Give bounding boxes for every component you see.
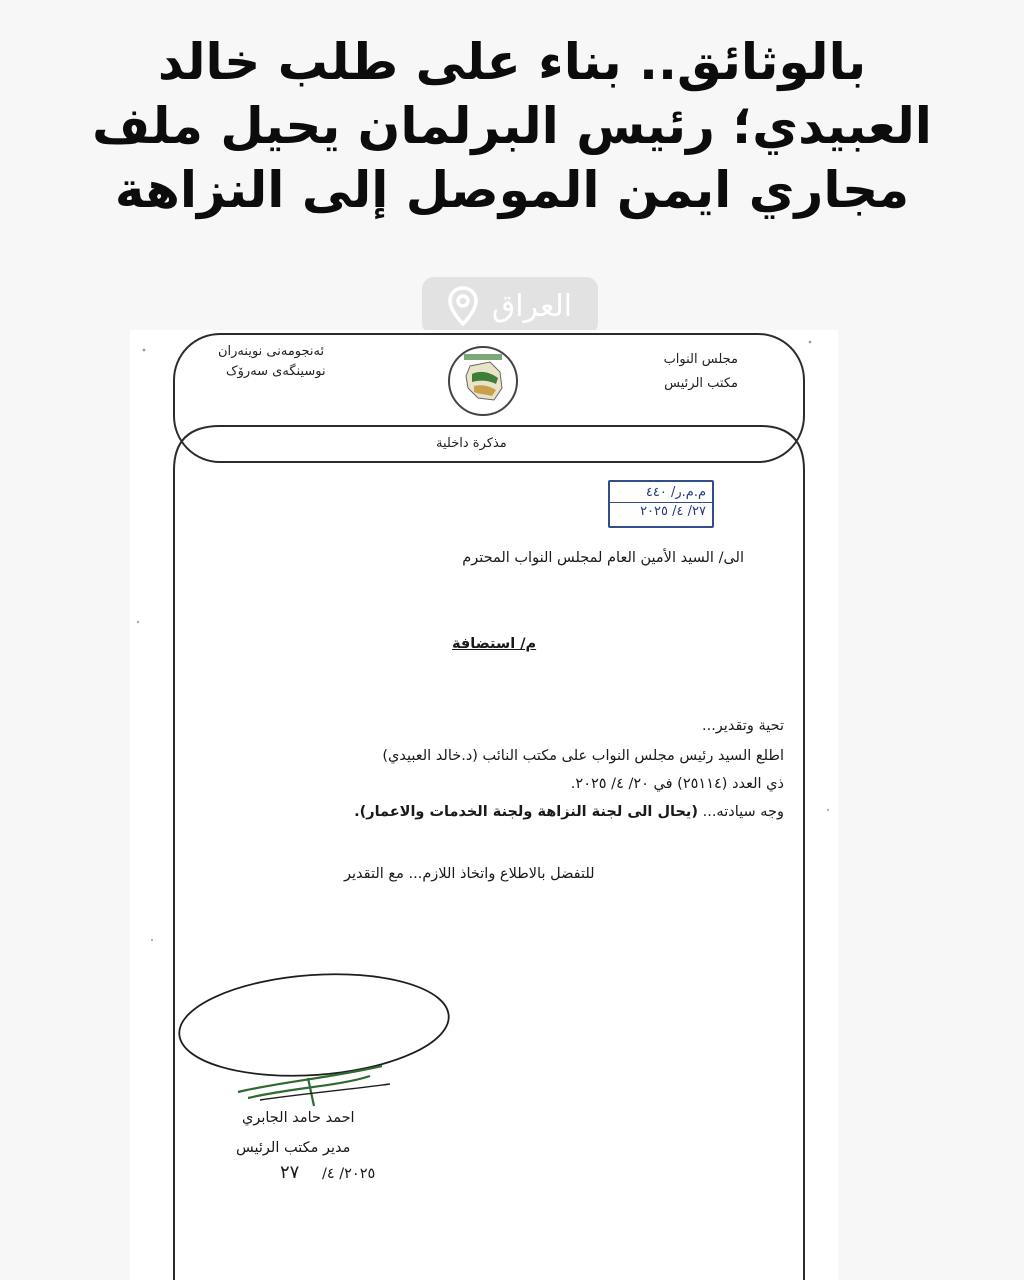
reference-divider: [610, 502, 712, 503]
subject: م/ استضافة: [452, 636, 537, 652]
body-line-3-prefix: وجه سيادته...: [702, 804, 784, 820]
org-kurdish-line-2: نوسینگەی سەرۆک: [226, 364, 326, 379]
headline-line-1: بالوثائق.. بناء على طلب خالد: [157, 33, 867, 91]
headline: [0, 30, 1024, 222]
memo-type-label: مذكرة داخلية: [436, 436, 507, 451]
signature-date-rest: ٢٠٢٥/ ٤/: [321, 1166, 376, 1182]
body-line-2: ذي العدد (٢٥١١٤) في ٢٠/ ٤/ ٢٠٢٥.: [570, 776, 784, 792]
signature-loop: [176, 966, 452, 1085]
addressee: الى/ السيد الأمين العام لمجلس النواب المحترم: [462, 550, 744, 566]
reference-number: م.م.ر/ ٤٤٠: [645, 485, 706, 500]
location-watermark: [422, 277, 598, 335]
headline-line-2: العبيدي؛ رئيس البرلمان يحيل ملف: [92, 97, 932, 155]
signature-stroke: [238, 1066, 382, 1106]
watermark-label: العراق: [491, 288, 573, 324]
headline-line-3: مجاري ايمن الموصل إلى النزاهة: [114, 161, 910, 219]
signature-date: [280, 1162, 375, 1183]
scanned-memo: [130, 330, 838, 1280]
closing: للتفضل بالاطلاع واتخاذ اللازم... مع التقدير: [344, 866, 595, 882]
reference-date: ٢٧/ ٤/ ٢٠٢٥: [640, 504, 706, 519]
body-line-3: [354, 804, 784, 820]
body-line-1: اطلع السيد رئيس مجلس النواب على مكتب النائب (د.خالد العبيدي): [382, 748, 784, 764]
location-pin-icon: [448, 286, 478, 326]
org-kurdish-line-1: ئەنجومەنی نوینەران: [218, 344, 325, 359]
signatory-title: مدير مكتب الرئيس: [236, 1140, 351, 1156]
signatory-name: احمد حامد الجابري: [242, 1110, 355, 1126]
iraq-map-emblem-icon: [448, 346, 518, 416]
directive: (يحال الى لجنة النزاهة ولجنة الخدمات والاعمار).: [354, 804, 698, 820]
signature-date-day: ٢٧: [280, 1162, 300, 1183]
org-arabic-line-2: مكتب الرئيس: [664, 376, 738, 391]
org-arabic-line-1: مجلس النواب: [663, 352, 738, 367]
greeting: تحية وتقدير...: [701, 718, 784, 734]
reference-stamp: [608, 480, 714, 528]
